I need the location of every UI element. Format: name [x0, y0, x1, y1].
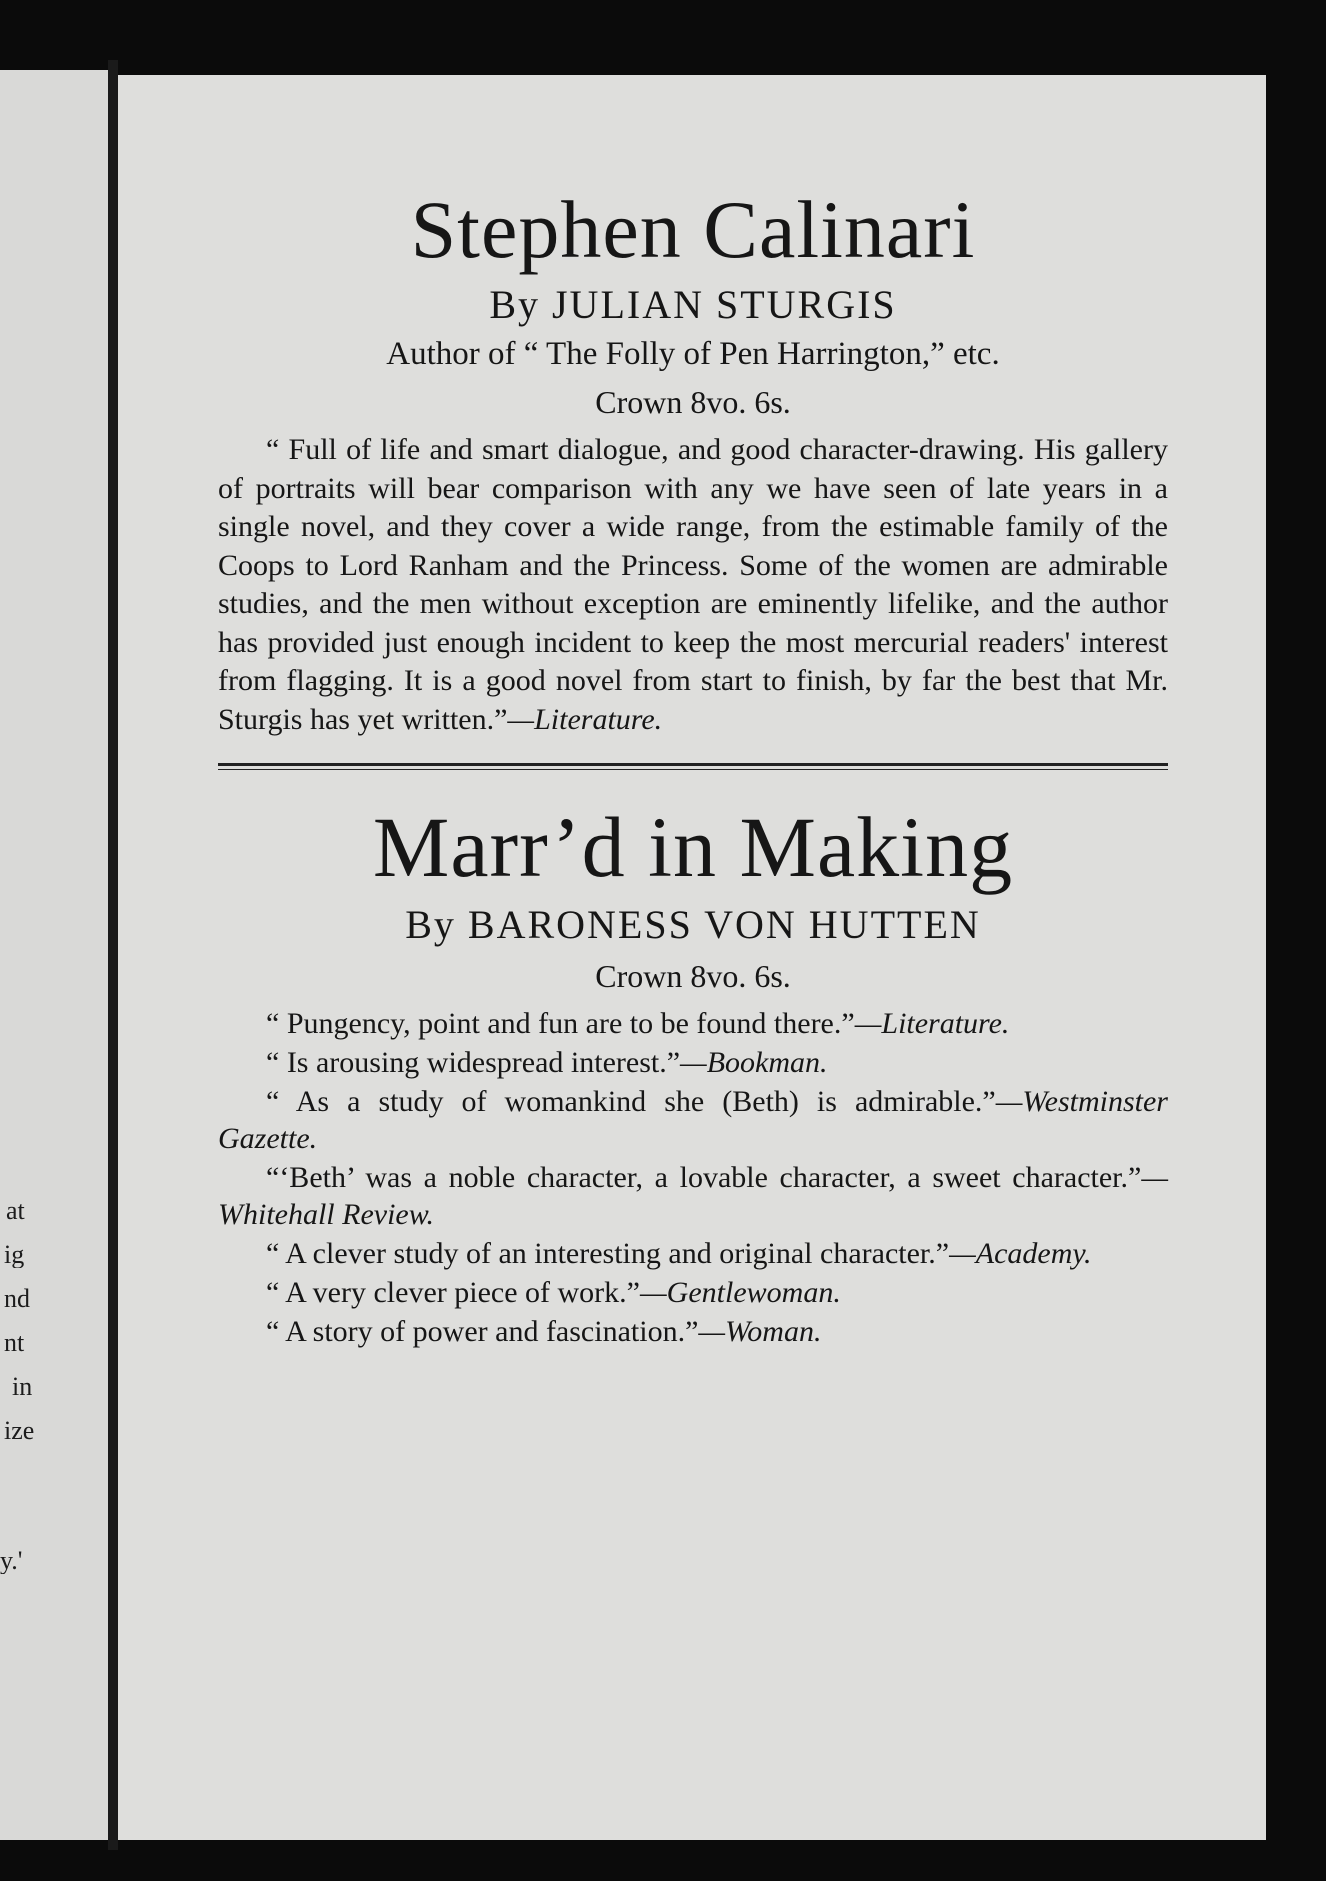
book-spine [108, 60, 118, 1850]
press-quote [218, 1044, 1168, 1081]
book-edition-price: Crown 8vo. 6s. [595, 383, 791, 420]
advertisement-page [118, 75, 1266, 1840]
book-author: By JULIAN STURGIS [489, 282, 897, 328]
page-content [218, 185, 1168, 1352]
quote-source: —Gentlewoman. [640, 1276, 841, 1310]
left-page-edge [0, 70, 112, 1840]
left-page-fragment: y.' [0, 1548, 23, 1574]
quote-text: “ A story of power and fascination.” [266, 1315, 699, 1349]
quote-source: —Woman. [698, 1315, 822, 1349]
quote-text: “ Pungency, point and fun are to be found there.” [266, 1007, 855, 1041]
quote-text: “ A clever study of an interesting and original character.” [266, 1237, 950, 1271]
book-author: By BARONESS VON HUTTEN [405, 901, 981, 947]
section-divider [218, 763, 1168, 770]
author-previous-work: Author of “ The Folly of Pen Harrington,” etc. [386, 336, 1000, 373]
left-page-fragment: at [6, 1198, 25, 1224]
book-title: Stephen Calinari [410, 184, 976, 275]
press-review [218, 431, 1168, 739]
quote-source: —Westminster Gazette. [218, 1085, 1168, 1156]
quote-text: “ As a study of womankind she (Beth) is admirable.” [266, 1085, 996, 1119]
book-title: Marr’d in Making [372, 799, 1014, 896]
press-quote [218, 1005, 1168, 1042]
quote-text: “ A very clever piece of work.” [266, 1276, 640, 1310]
left-page-fragment: ig [4, 1242, 25, 1268]
left-page-fragment: nd [4, 1286, 30, 1312]
review-text: “ Full of life and smart dialogue, and good character-drawing. His gallery of portraits will bear comparison with any we have seen of late years in a single novel, and they cover a wide range, from the estimable family of the Coops to Lord Ranham and the Princess. Some of the women are admirable studies, and the men without exception are eminently lifelike, and the author has provided just enough incident to keep the most mercurial readers' interest from flagging. It is a good novel from start to finish, by far the best that Mr. Sturgis has yet written.” [218, 433, 1168, 736]
quote-source: —Literature. [854, 1007, 1010, 1041]
press-quote [218, 1313, 1168, 1350]
book-edition-price: Crown 8vo. 6s. [595, 957, 791, 994]
quote-source: —Whitehall Review. [218, 1161, 1168, 1232]
review-source: —Literature. [507, 702, 663, 736]
quote-text: “‘Beth’ was a noble character, a lovable character, a sweet character.” [266, 1161, 1142, 1195]
quote-source: —Bookman. [680, 1046, 828, 1080]
left-page-fragment: nt [4, 1330, 25, 1356]
book-listing-marrd-in-making [218, 800, 1168, 1350]
press-quote [218, 1235, 1168, 1272]
book-listing-stephen-calinari [218, 185, 1168, 739]
press-quote [218, 1083, 1168, 1157]
quote-source: —Academy. [949, 1237, 1092, 1271]
left-page-fragment: in [12, 1374, 33, 1400]
left-page-fragment: ize [4, 1418, 35, 1444]
press-quote [218, 1274, 1168, 1311]
press-quote [218, 1159, 1168, 1233]
quote-text: “ Is arousing widespread interest.” [266, 1046, 681, 1080]
